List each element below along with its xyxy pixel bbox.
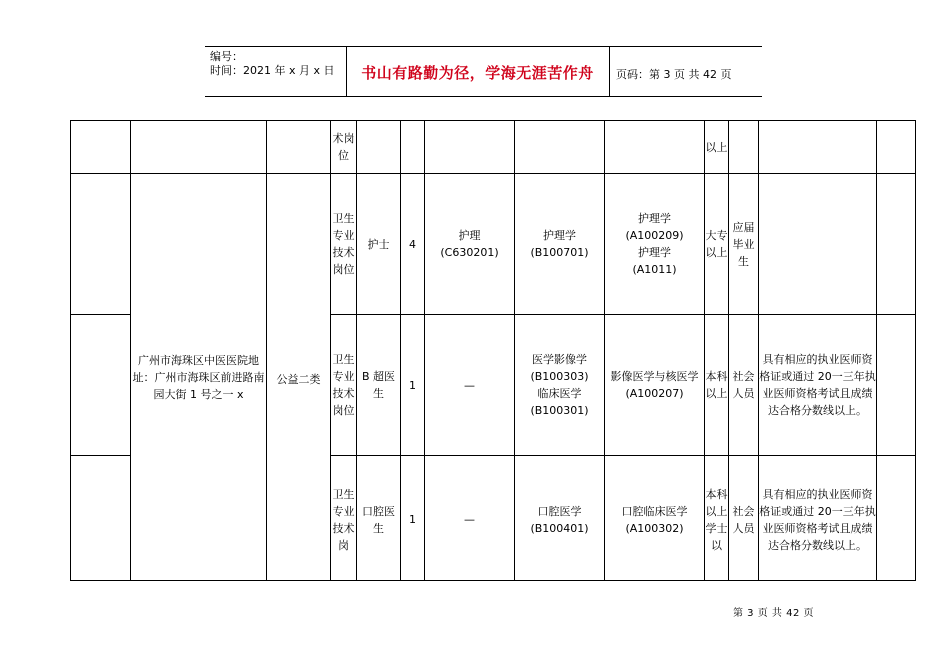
table-cell	[877, 121, 916, 174]
count-cell: 1	[401, 456, 425, 581]
education-cell: 大专以上	[705, 174, 729, 315]
header-motto: 书山有路勤为径，学海无涯苦作舟	[361, 64, 594, 82]
post-name-cell: 护士	[357, 174, 401, 315]
table-row	[71, 174, 916, 315]
post-type-cell: 卫生专业技术岗位	[331, 174, 357, 315]
table-cell	[605, 121, 705, 174]
count-cell: 4	[401, 174, 425, 315]
table-cell	[71, 456, 131, 581]
major-master-cell: 口腔临床医学 (A100302)	[605, 456, 705, 581]
target-cell: 社会人员	[729, 456, 759, 581]
table-cell	[267, 121, 331, 174]
table-cell	[729, 121, 759, 174]
major-junior-cell: —	[425, 456, 515, 581]
footer-page-number: 第 3 页 共 42 页	[733, 608, 814, 619]
unit-category-cell: 公益二类	[267, 174, 331, 581]
header-meta	[210, 50, 335, 78]
header-page-info: 页码：第 3 页 共 42 页	[616, 68, 732, 81]
post-name-cell: 口腔医生	[357, 456, 401, 581]
table-cell	[877, 174, 916, 315]
header-number-label: 编号：	[210, 50, 243, 63]
target-cell: 应届毕业生	[729, 174, 759, 315]
table-cell	[877, 315, 916, 456]
table-cell	[71, 315, 131, 456]
major-junior-cell: 护理 (C630201)	[425, 174, 515, 315]
table-cell	[759, 121, 877, 174]
major-junior-cell: —	[425, 315, 515, 456]
table-cell	[515, 121, 605, 174]
condition-cell	[759, 174, 877, 315]
major-bachelor-cell: 口腔医学 (B100401)	[515, 456, 605, 581]
table-cell	[357, 121, 401, 174]
major-master-cell: 护理学 (A100209) 护理学 (A1011)	[605, 174, 705, 315]
post-type-cell: 术岗位	[331, 121, 357, 174]
post-type-cell: 卫生专业技术岗位	[331, 315, 357, 456]
post-name-cell: B 超医生	[357, 315, 401, 456]
table-cell	[131, 121, 267, 174]
recruitment-table	[70, 120, 916, 581]
major-master-cell: 影像医学与核医学 (A100207)	[605, 315, 705, 456]
header-divider	[609, 46, 610, 97]
major-bachelor-cell: 护理学 (B100701)	[515, 174, 605, 315]
condition-cell: 具有相应的执业医师资格证或通过 20一三年执业医师资格考试且成绩达合格分数线以上。	[759, 456, 877, 581]
education-cell: 本科以上	[705, 315, 729, 456]
count-cell: 1	[401, 315, 425, 456]
target-cell: 社会人员	[729, 315, 759, 456]
table-cell	[71, 121, 131, 174]
education-cell: 本科以上学士以	[705, 456, 729, 581]
post-type-cell: 卫生专业技术岗	[331, 456, 357, 581]
table-cell	[71, 174, 131, 315]
table-cell	[401, 121, 425, 174]
condition-cell: 具有相应的执业医师资格证或通过 20一三年执业医师资格考试且成绩达合格分数线以上。	[759, 315, 877, 456]
education-cell: 以上	[705, 121, 729, 174]
unit-name-cell: 广州市海珠区中医医院地址：广州市海珠区前进路南园大街 1 号之一 x	[131, 174, 267, 581]
header-time: 时间：2021 年 x 月 x 日	[210, 64, 335, 77]
header-top-rule	[205, 46, 762, 47]
major-bachelor-cell: 医学影像学 (B100303) 临床医学 (B100301)	[515, 315, 605, 456]
header-bottom-rule	[205, 96, 762, 97]
table-cell	[425, 121, 515, 174]
table-cell	[877, 456, 916, 581]
table-row	[71, 121, 916, 174]
